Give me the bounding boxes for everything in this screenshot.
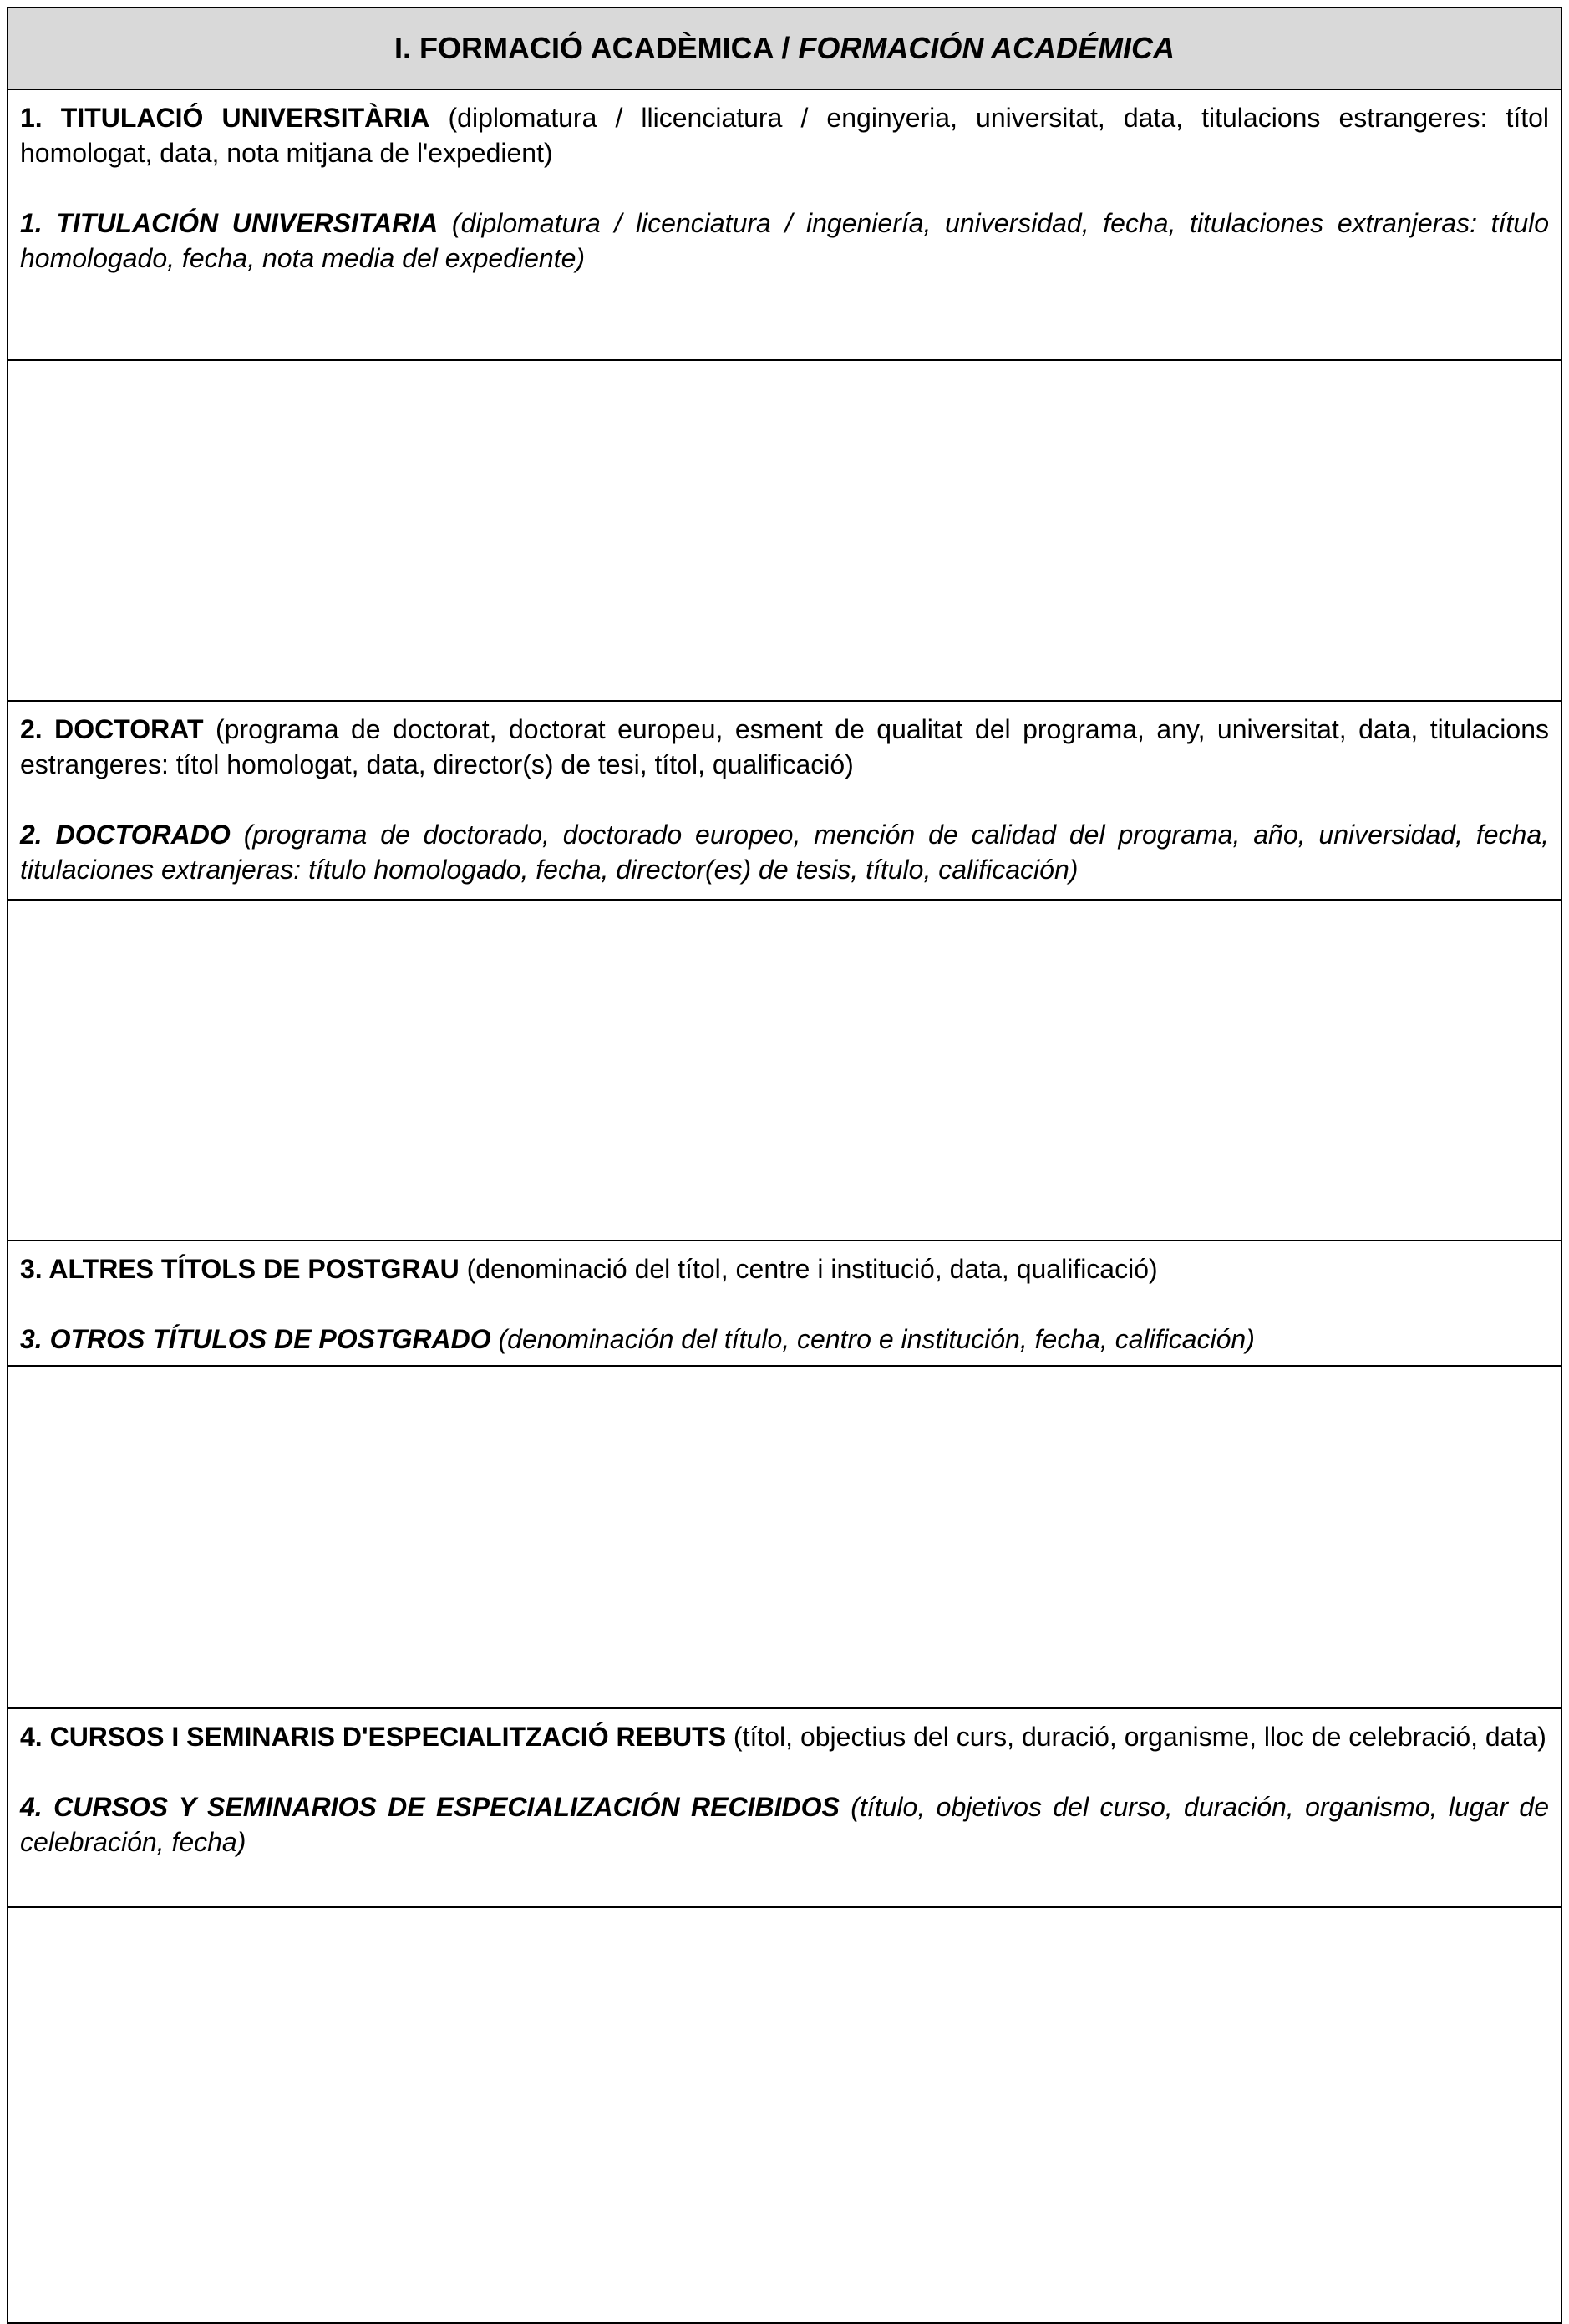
item-3-entry-field[interactable] [8,1367,1561,1709]
academic-training-form [7,7,1562,2324]
item-4-spanish [20,1789,1549,1860]
item-3-catalan-description: (denominació del títol, centre i institució, data, qualificació) [466,1254,1158,1284]
item-3-catalan [20,1251,1549,1286]
item-4-catalan-heading: 4. CURSOS I SEMINARIS D'ESPECIALITZACIÓ REBUTS [20,1722,727,1752]
item-2-catalan-description: (programa de doctorat, doctorat europeu, esment de qualitat del programa, any, universitat, data, titulacions estrangeres: títol homologat, data, director(s) de tesi, títol, qualificació) [20,714,1550,779]
item-1-entry-field[interactable] [8,361,1561,702]
item-3-catalan-heading: 3. ALTRES TÍTOLS DE POSTGRAU [20,1254,460,1284]
item-3-spanish [20,1322,1549,1357]
item-1-spanish-heading: 1. TITULACIÓN UNIVERSITARIA [20,208,439,238]
item-1-spanish [20,206,1549,276]
item-1-catalan-description: (diplomatura / llicenciatura / enginyeria, universitat, data, titulacions estrangeres: títol homologat, data, nota mitjana de l'expedient) [20,103,1550,168]
item-2-spanish-description: (programa de doctorado, doctorado europeo, mención de calidad del programa, año, universidad, fecha, titulaciones extranjeras: título homologado, fecha, director(es) de tesis, título, calificación) [20,819,1550,885]
section-header [8,8,1561,90]
item-4-catalan-description: (títol, objectius del curs, duració, organisme, lloc de celebració, data) [733,1722,1546,1752]
item-1-label [8,90,1561,361]
section-title-catalan: I. FORMACIÓ ACADÈMICA / [394,31,790,65]
item-4-spanish-description: (título, objetivos del curso, duración, organismo, lugar de celebración, fecha) [20,1792,1550,1857]
item-2-spanish-heading: 2. DOCTORADO [20,819,231,850]
item-1-catalan [20,100,1549,170]
item-2-label [8,702,1561,901]
item-4-spanish-heading: 4. CURSOS Y SEMINARIOS DE ESPECIALIZACIÓN RECIBIDOS [20,1792,840,1822]
item-2-catalan-heading: 2. DOCTORAT [20,714,204,744]
item-1-spanish-description: (diplomatura / licenciatura / ingeniería, universidad, fecha, titulaciones extranjeras: título homologado, fecha, nota media del expediente) [20,208,1550,273]
item-3-spanish-heading: 3. OTROS TÍTULOS DE POSTGRADO [20,1324,491,1354]
item-4-label [8,1709,1561,1908]
item-2-spanish [20,817,1549,887]
section-title-spanish: FORMACIÓN ACADÉMICA [798,31,1175,65]
item-3-label [8,1241,1561,1367]
item-2-entry-field[interactable] [8,901,1561,1241]
item-4-catalan [20,1719,1549,1754]
item-1-catalan-heading: 1. TITULACIÓ UNIVERSITÀRIA [20,103,430,133]
item-2-catalan [20,712,1549,782]
item-3-spanish-description: (denominación del título, centro e institución, fecha, calificación) [498,1324,1255,1354]
item-4-entry-field[interactable] [8,1908,1561,2322]
